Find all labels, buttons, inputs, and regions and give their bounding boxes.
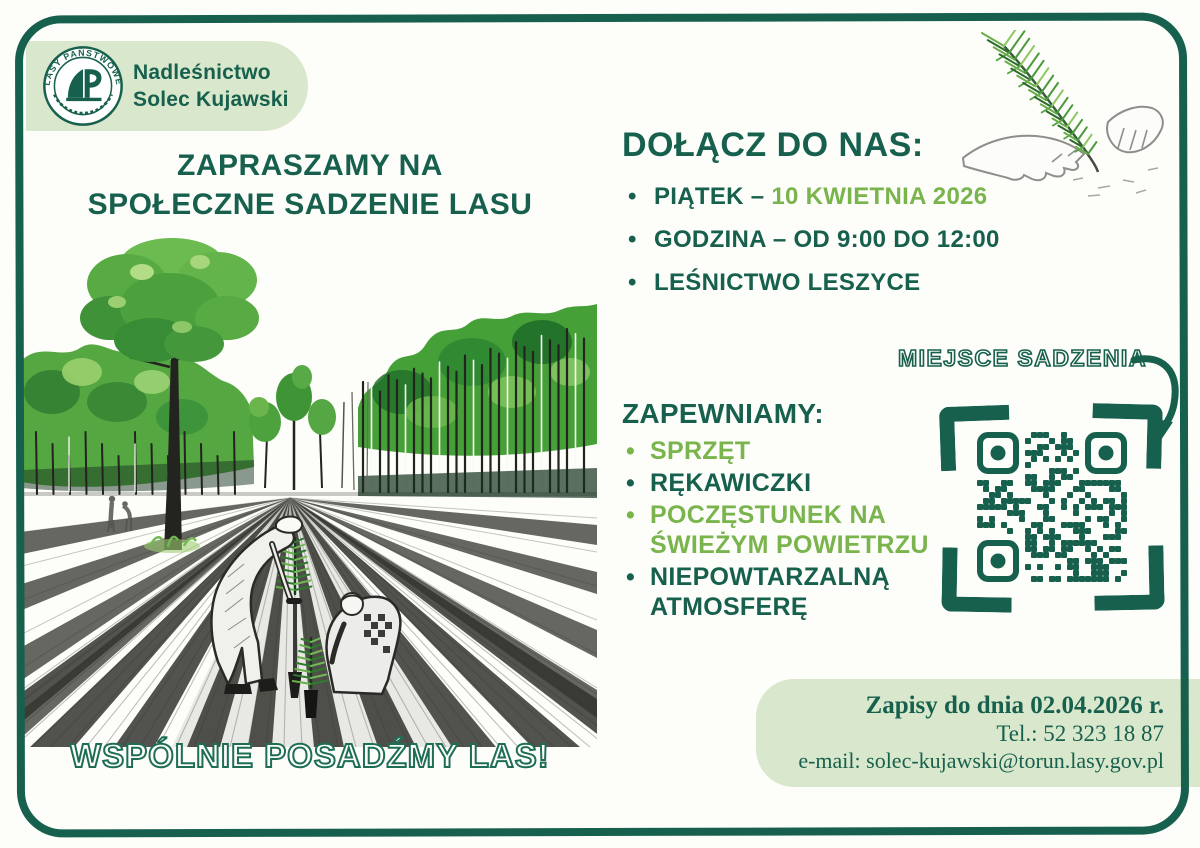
root-ball: [304, 690, 318, 718]
hands-planting-seedling-illustration: [948, 30, 1178, 205]
signup-deadline: Zapisy do dnia 02.04.2026 r.: [865, 692, 1164, 719]
join-item-prefix: GODZINA – OD 9:00 DO 12:00: [654, 226, 1000, 253]
qr-label: MIEJSCE SADZENIA: [898, 345, 1147, 371]
provide-item: • POCZĘSTUNEK NA ŚWIEŻYM POWIETRZU: [622, 500, 952, 560]
qr-finder-icon: [977, 432, 1019, 474]
join-item-prefix: PIĄTEK –: [654, 183, 772, 210]
contact-box: [756, 679, 1200, 787]
provide-item: • SPRZĘT: [622, 436, 952, 466]
join-item-highlight: 10 KWIETNIA 2026: [771, 183, 988, 210]
qr-finder-icon: [1085, 432, 1127, 474]
join-item-date: [622, 184, 1052, 210]
left-tree-row: [22, 344, 254, 494]
mid-trees: [249, 365, 368, 490]
badge-line2: Solec Kujawski: [133, 88, 289, 111]
badge-line1: Nadleśnictwo: [133, 61, 271, 84]
title-line2: SPOŁECZNE SADZENIE LASU: [87, 188, 533, 221]
slogan: WSPÓLNIE POSADŹMY LAS!: [70, 737, 550, 774]
page-title: [70, 146, 550, 224]
provide-heading: ZAPEWNIAMY:: [622, 398, 824, 429]
lasy-panstwowe-logo-icon: [41, 44, 125, 128]
title-line1: ZAPRASZAMY NA: [177, 149, 443, 182]
qr-module: [1121, 576, 1127, 582]
qr-finder-icon: [977, 540, 1019, 582]
shovel-handle: [286, 598, 302, 604]
phone-number: Tel.: 52 323 18 87: [996, 721, 1164, 746]
forest-district-name: [133, 59, 289, 113]
forest-district-badge: [26, 41, 308, 131]
provide-list: [622, 436, 952, 624]
email-address: e-mail: solec-kujawski@torun.lasy.gov.pl: [798, 748, 1164, 773]
join-heading: DOŁĄCZ DO NAS:: [622, 126, 924, 164]
right-forest: [358, 304, 597, 498]
soil-speckles: [1073, 168, 1158, 196]
join-item-time: [622, 227, 1052, 253]
seedling-root: [1086, 152, 1098, 172]
provide-item: • RĘKAWICZKI: [622, 468, 952, 498]
qr-code: [940, 404, 1164, 612]
join-item-prefix: LEŚNICTWO LESZYCE: [654, 269, 921, 296]
forest-planting-illustration: [22, 232, 597, 747]
provide-item: • NIEPOWTARZALNĄ ATMOSFERĘ: [622, 562, 952, 622]
join-list: [622, 184, 1052, 313]
logo-ring-text: LASY PAŃSTWOWE: [41, 47, 125, 87]
join-item-place: [622, 270, 1052, 296]
